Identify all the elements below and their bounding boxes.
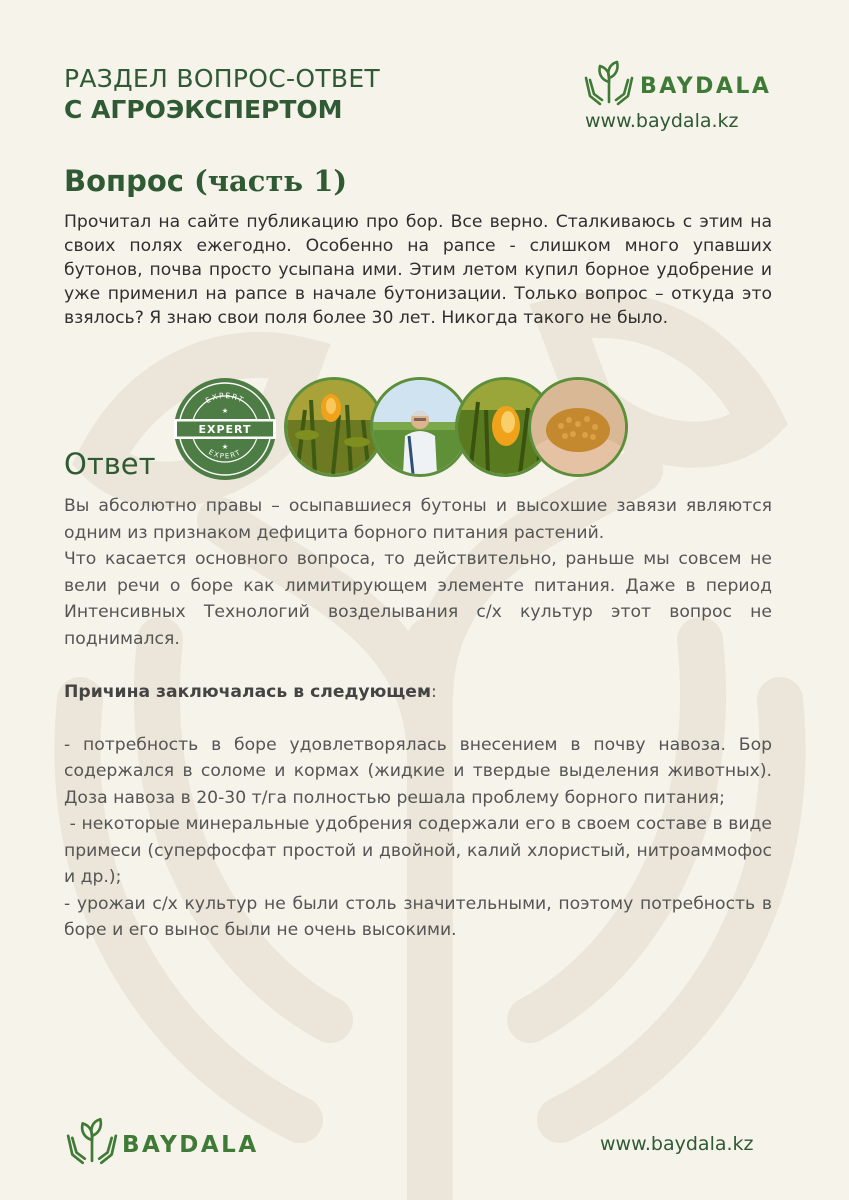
sprout-hands-icon xyxy=(582,56,636,108)
photo-rapeseed-field xyxy=(284,377,384,477)
sprout-hands-icon xyxy=(64,1112,120,1168)
reason-item-1: - потребность в боре удовлетворялась внесением в почву навоза. Бор содержался в соломе и кормах (жидкие и твердые выделения животных). Доза навоза в 20-30 т/га полностью решала проблему борного питания; xyxy=(64,734,772,808)
reason-heading-colon: : xyxy=(431,681,437,702)
reason-heading-line xyxy=(64,679,772,706)
photo-grain-in-hands xyxy=(528,377,628,477)
answer-title: Ответ xyxy=(64,447,156,481)
section-title-line2: С АГРОЭКСПЕРТОМ xyxy=(64,95,343,124)
brand-logo-bottom xyxy=(64,1112,259,1168)
svg-text:★: ★ xyxy=(221,443,229,451)
question-title-part: (часть 1) xyxy=(194,164,348,198)
website-url-top[interactable]: www.baydala.kz xyxy=(585,110,739,132)
svg-text:★: ★ xyxy=(221,407,229,415)
expert-badge xyxy=(172,376,278,482)
brand-name-footer: BAYDALA xyxy=(122,1132,259,1158)
badge-center-text: EXPERT xyxy=(198,423,252,436)
brand-name: BAYDALA xyxy=(640,74,772,99)
answer-text xyxy=(64,493,778,944)
reason-item-3: - урожаи с/х культур не были столь значительными, поэтому потребность в боре и его вынос были не очень высокими. xyxy=(64,893,772,940)
reason-item-2: - некоторые минеральные удобрения содержали его в своем составе в виде примеси (суперфосфат простой и двойной, калий хлористый, нитроаммофос и др.); xyxy=(64,814,778,887)
badge-top-text: EXPERT xyxy=(203,390,247,406)
answer-paragraph-2: Что касается основного вопроса, то действительно, раньше мы совсем не вели речи о боре как лимитирующем элементе питания. Даже в период Интенсивных Технологий возделывания с/х культур этот вопрос не поднимался. xyxy=(64,549,772,649)
answer-paragraph-1: Вы абсолютно правы – осыпавшиеся бутоны и высохшие завязи являются одним из признаком дефицита борного питания растений. xyxy=(64,496,772,543)
brand-logo-top xyxy=(582,56,772,108)
question-title-main: Вопрос xyxy=(64,164,195,198)
question-text xyxy=(64,210,772,330)
badge-bottom-text: EXPERT xyxy=(207,448,243,461)
reason-heading: Причина заключалась в следующем xyxy=(64,681,431,702)
question-paragraph: Прочитал на сайте публикацию про бор. Все верно. Сталкиваюсь с этим на своих полях ежегодно. Особенно на рапсе - слишком много упавших бутонов, почва просто усыпана ими. Этим летом купил борное удобрение и уже применил на рапсе в начале бутонизации. Только вопрос – откуда это взялось? Я знаю свои поля более 30 лет. Никогда такого не было. xyxy=(64,212,772,328)
section-title-line1: РАЗДЕЛ ВОПРОС-ОТВЕТ xyxy=(64,64,381,93)
website-url-bottom[interactable]: www.baydala.kz xyxy=(600,1133,754,1155)
question-title xyxy=(64,164,347,198)
